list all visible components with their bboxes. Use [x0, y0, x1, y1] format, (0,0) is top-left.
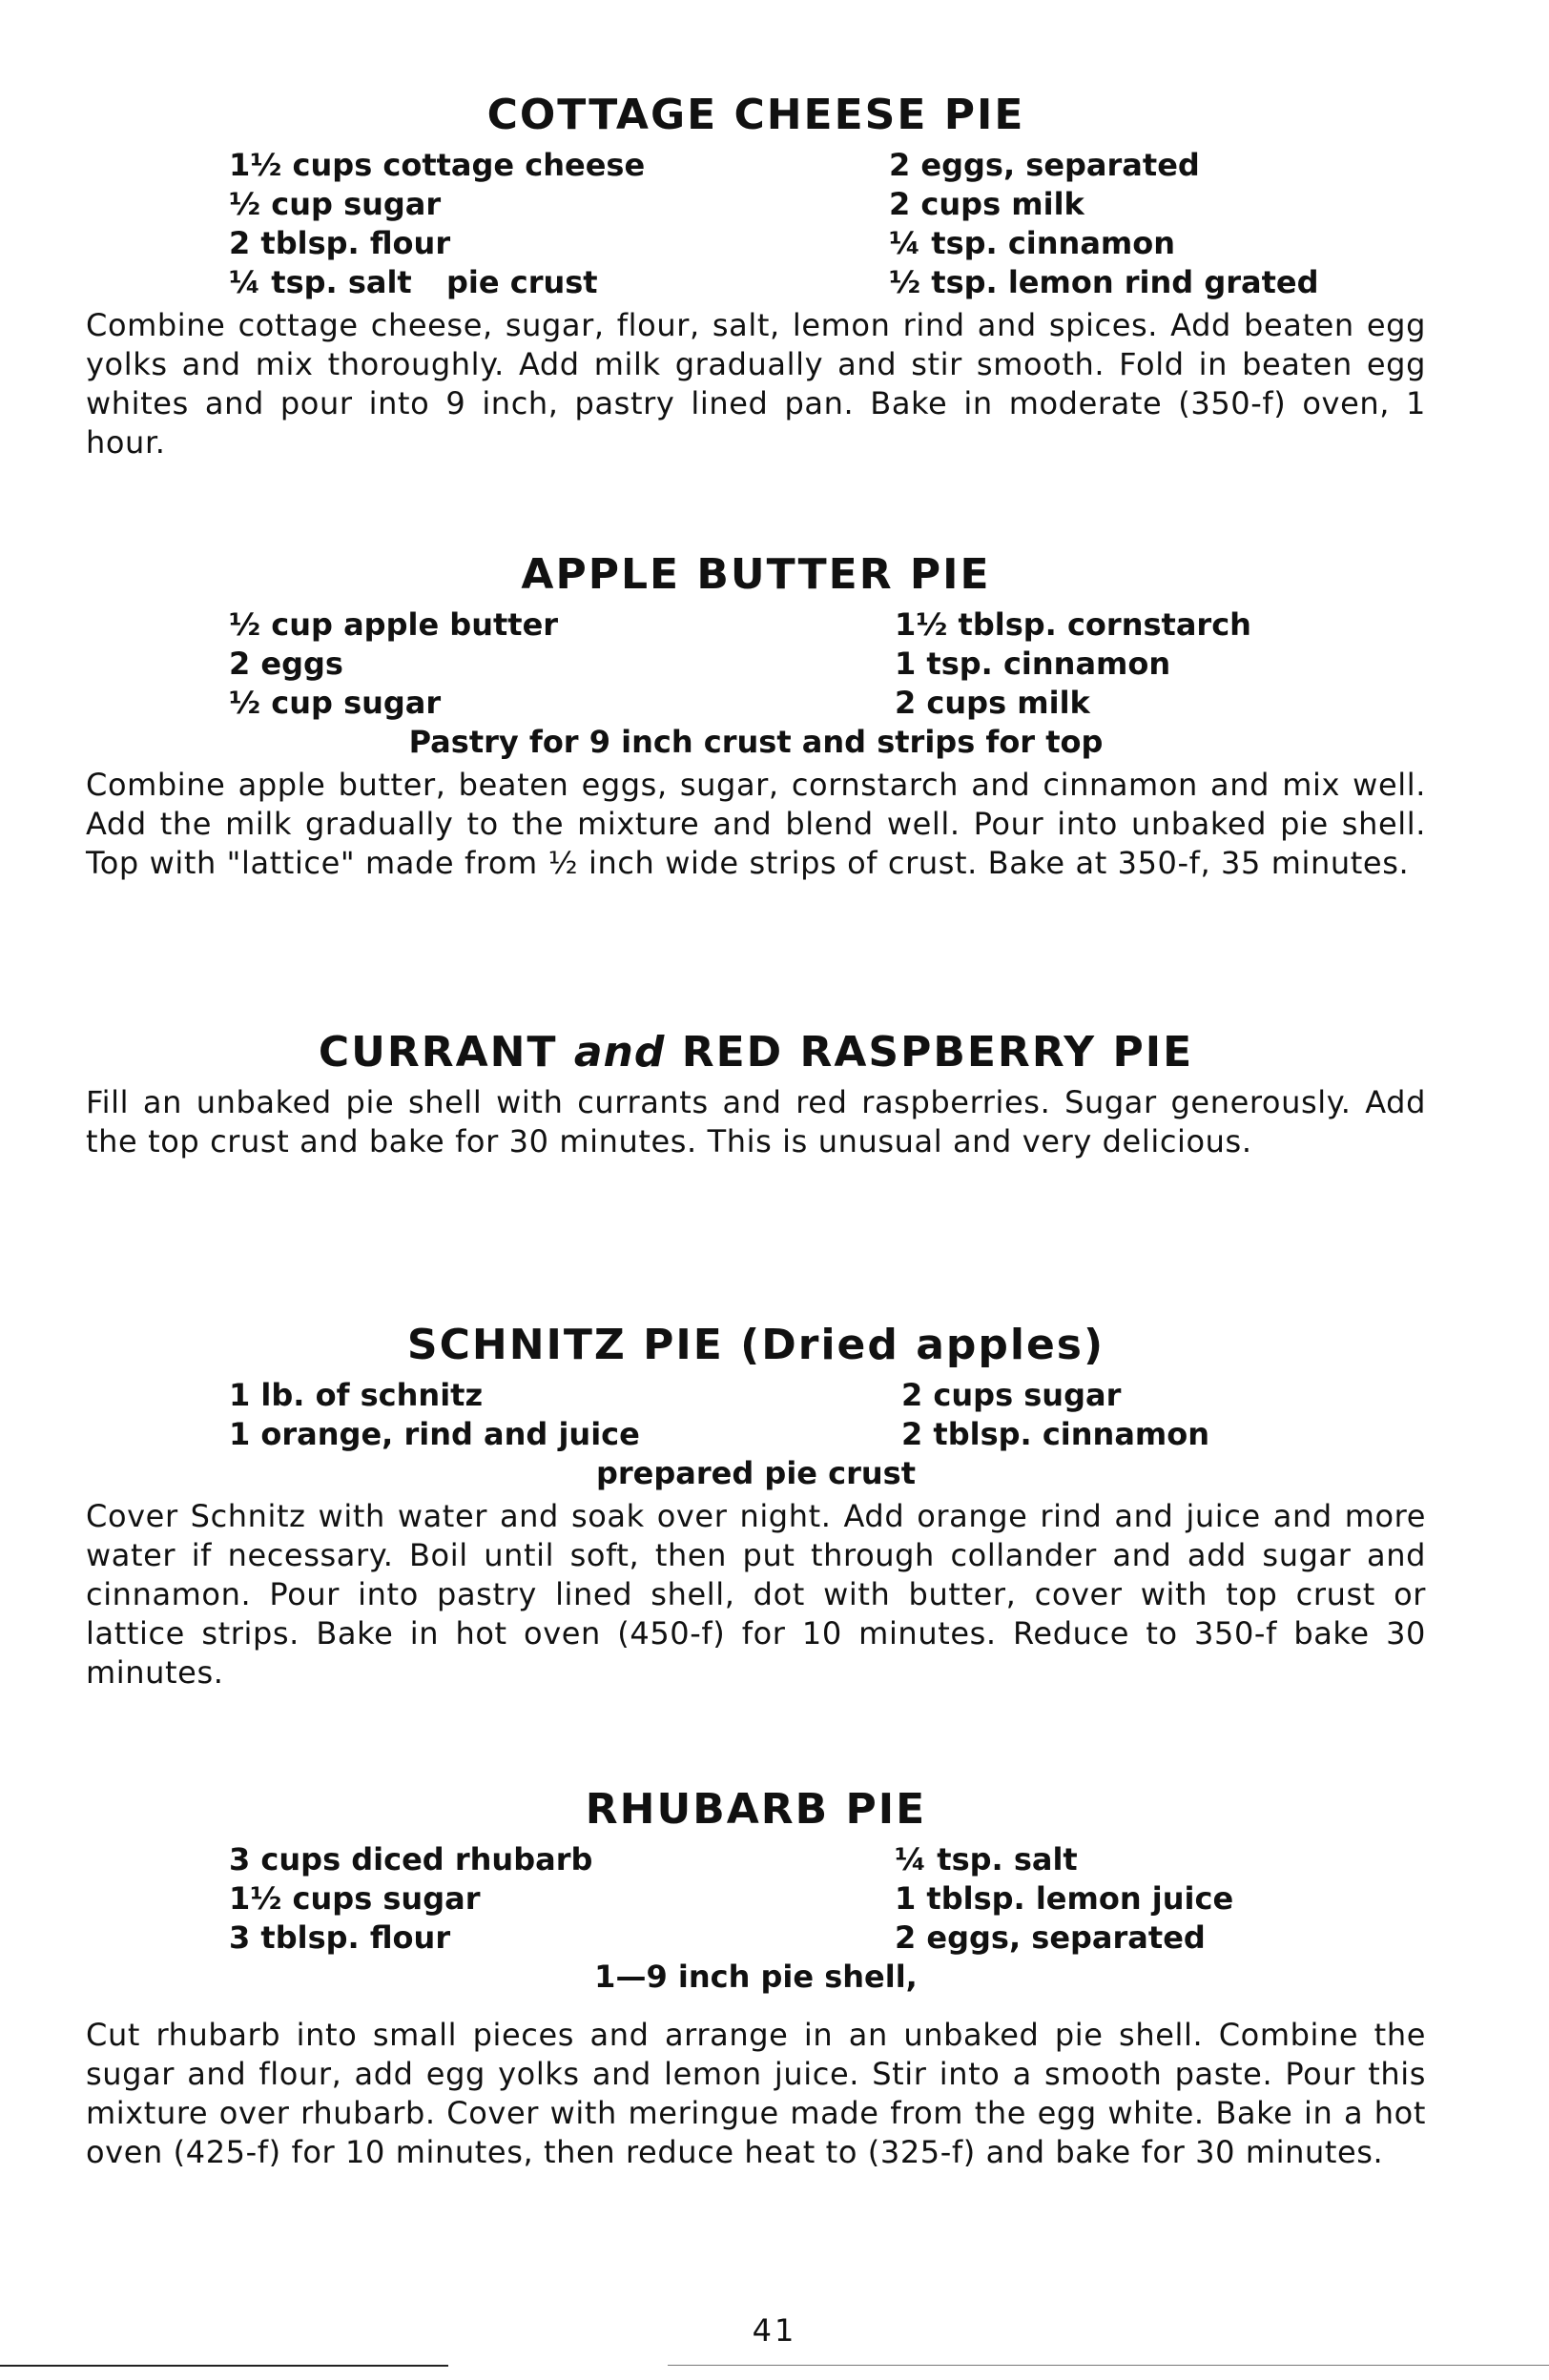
- ingredient: ½ cup sugar: [229, 186, 442, 222]
- page-number: 41: [752, 2312, 797, 2349]
- title-part: and: [573, 1028, 666, 1077]
- ingredient: 2 eggs: [229, 646, 343, 682]
- ingredient: 2 tblsp. flour: [229, 225, 451, 261]
- ingredient: 3 cups diced rhubarb: [229, 1841, 593, 1877]
- ingredient-row: [86, 605, 1426, 645]
- ingredient: 3 tblsp. flour: [229, 1919, 451, 1956]
- ingredient: 1 tblsp. lemon juice: [895, 1880, 1234, 1917]
- ingredient-row: [86, 185, 1426, 224]
- bottom-rule-right: [668, 2365, 1549, 2366]
- ingredient: 2 eggs, separated: [895, 1919, 1206, 1956]
- ingredient: 1½ cups sugar: [229, 1880, 481, 1917]
- recipe-directions: Combine apple butter, beaten eggs, sugar, cornstarch and cinnamon and mix well. Add the milk gradually to the mixture and blend well. Pour into unbaked pie shell. Top with "lattice" made from ½ inch wide strips of crust. Bake at 350-f, 35 minutes.: [86, 767, 1426, 881]
- ingredient: 2 cups milk: [895, 685, 1090, 721]
- ingredient: 2 tblsp. cinnamon: [901, 1416, 1210, 1452]
- ingredient: 1½ tblsp. cornstarch: [895, 606, 1251, 643]
- ingredient-row: [86, 263, 1426, 302]
- bottom-rule-left: [0, 2365, 448, 2367]
- ingredient: 1 orange, rind and juice: [229, 1416, 640, 1452]
- ingredient-list: [86, 1840, 1426, 1997]
- ingredient: 2 cups sugar: [901, 1377, 1122, 1413]
- ingredient-note: 1—9 inch pie shell,: [594, 1959, 918, 1995]
- ingredient: 2 cups milk: [889, 186, 1084, 222]
- ingredient-row: [86, 1918, 1426, 1958]
- ingredient-row: [86, 146, 1426, 185]
- ingredient: 2 eggs, separated: [889, 147, 1200, 183]
- ingredient-list: [86, 1376, 1426, 1493]
- recipe-currant-raspberry-pie: [86, 1028, 1426, 1192]
- recipe-cottage-cheese-pie: [86, 91, 1426, 493]
- ingredient-list: [86, 605, 1426, 762]
- ingredient: ½ tsp. lemon rind grated: [889, 264, 1319, 300]
- ingredient: 1 tsp. cinnamon: [895, 646, 1171, 682]
- ingredient: ¼ tsp. salt: [895, 1841, 1078, 1877]
- recipe-title: [86, 1028, 1426, 1077]
- recipe-directions: Cover Schnitz with water and soak over night. Add orange rind and juice and more water if necessary. Boil until soft, then put through collander and add sugar and cinnamon. Pour into pastry lined shell, dot with butter, cover with top crust or lattice strips. Bake in hot oven (450-f) for 10 minutes. Reduce to 350-f bake 30 minutes.: [86, 1498, 1426, 1691]
- ingredient-row: [86, 1415, 1426, 1454]
- ingredient: 1½ cups cottage cheese: [229, 147, 646, 183]
- recipe-directions: Cut rhubarb into small pieces and arrange in an unbaked pie shell. Combine the sugar and flour, add egg yolks and lemon juice. Stir into a smooth paste. Pour this mixture over rhubarb. Cover with meringue made from the egg white. Bake in a hot oven (425-f) for 10 minutes, then reduce heat to (325-f) and bake for 30 minutes.: [86, 2017, 1426, 2170]
- recipe-title: COTTAGE CHEESE PIE: [486, 91, 1025, 139]
- ingredient: ½ cup sugar: [229, 685, 442, 721]
- ingredient: 1 lb. of schnitz: [229, 1377, 484, 1413]
- ingredient-row: [86, 1840, 1426, 1879]
- recipe-title: APPLE BUTTER PIE: [521, 550, 991, 599]
- recipe-directions: Combine cottage cheese, sugar, flour, salt, lemon rind and spices. Add beaten egg yolks and mix thoroughly. Add milk gradually and stir smooth. Fold in beaten egg whites and pour into 9 inch, pastry lined pan. Bake in moderate (350-f) oven, 1 hour.: [86, 307, 1426, 461]
- ingredient-list: [86, 146, 1426, 302]
- recipe-title: RHUBARB PIE: [585, 1785, 927, 1834]
- ingredient: ¼ tsp. salt: [229, 264, 412, 300]
- ingredient-row: [86, 684, 1426, 723]
- recipe-title: SCHNITZ PIE (Dried apples): [406, 1321, 1105, 1369]
- recipe-rhubarb-pie: [86, 1785, 1426, 2203]
- ingredient-row: [86, 645, 1426, 684]
- ingredient: ¼ tsp. cinnamon: [889, 225, 1176, 261]
- recipe-apple-butter-pie: [86, 550, 1426, 913]
- ingredient-note: prepared pie crust: [595, 1455, 916, 1491]
- ingredient-row: [86, 224, 1426, 263]
- ingredient-note: Pastry for 9 inch crust and strips for top: [408, 724, 1104, 760]
- ingredient-row: [86, 1879, 1426, 1918]
- title-part: CURRANT: [318, 1028, 558, 1077]
- title-part: RED RASPBERRY PIE: [681, 1028, 1194, 1077]
- ingredient: ½ cup apple butter: [229, 606, 559, 643]
- recipe-directions: Fill an unbaked pie shell with currants and red raspberries. Sugar generously. Add the top crust and bake for 30 minutes. This is unusual and very delicious.: [86, 1084, 1426, 1159]
- ingredient-row: [86, 1376, 1426, 1415]
- ingredient: pie crust: [446, 264, 598, 300]
- recipe-schnitz-pie: [86, 1321, 1426, 1723]
